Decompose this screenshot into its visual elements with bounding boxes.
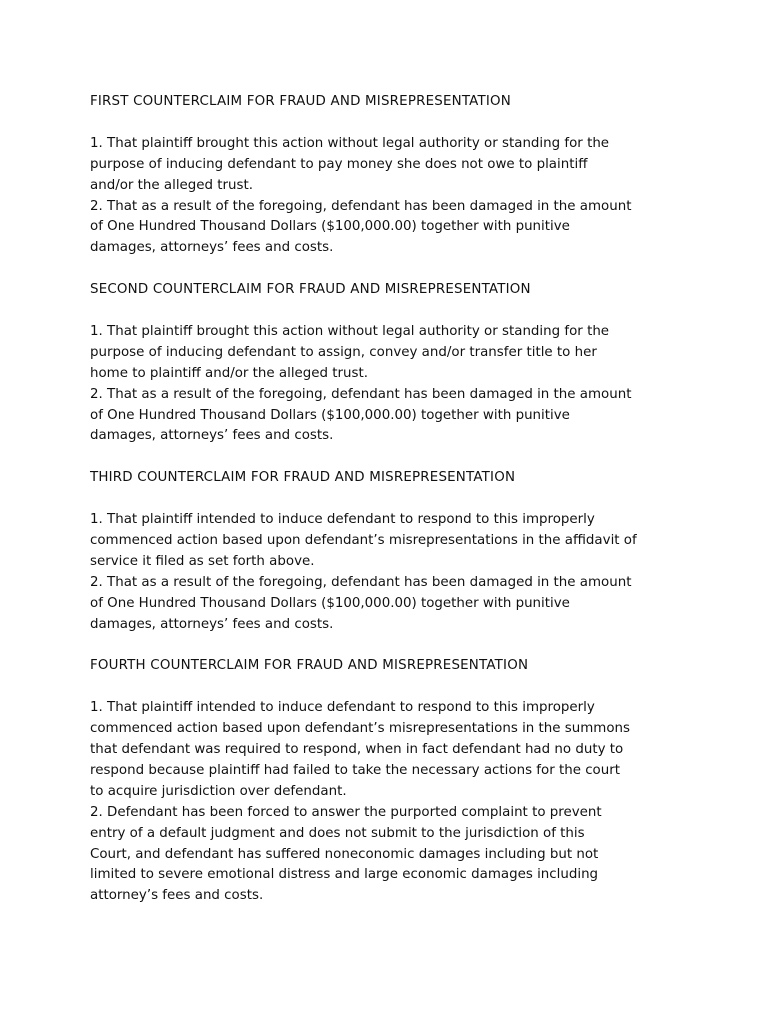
paragraph-item	[90, 322, 690, 385]
text-line: commenced action based upon defendant’s misrepresentations in the summons	[90, 721, 630, 737]
text-line: of One Hundred Thousand Dollars ($100,000.00) together with punitive	[90, 595, 570, 611]
text-line: service it filed as set forth above.	[90, 553, 315, 569]
text-line: of One Hundred Thousand Dollars ($100,000.00) together with punitive	[90, 407, 570, 423]
text-line: to acquire jurisdiction over defendant.	[90, 783, 347, 799]
text-line: commenced action based upon defendant’s misrepresentations in the affidavit of	[90, 532, 637, 548]
text-line: purpose of inducing defendant to pay money she does not owe to plaintiff	[90, 156, 588, 172]
document-body	[90, 92, 690, 928]
section-heading: THIRD COUNTERCLAIM FOR FRAUD AND MISREPRESENTATION	[90, 470, 516, 486]
paragraph-item	[90, 385, 690, 448]
text-line: 1. That plaintiff brought this action without legal authority or standing for the	[90, 135, 610, 151]
counterclaim-section-third	[90, 468, 690, 635]
text-line: damages, attorneys’ fees and costs.	[90, 428, 334, 444]
text-line: Court, and defendant has suffered noneconomic damages including but not	[90, 846, 599, 862]
text-line: home to plaintiff and/or the alleged trust.	[90, 365, 368, 381]
text-line: 1. That plaintiff brought this action without legal authority or standing for the	[90, 323, 610, 339]
text-line: 2. Defendant has been forced to answer the purported complaint to prevent	[90, 804, 602, 820]
paragraph-item	[90, 803, 690, 908]
section-heading: FIRST COUNTERCLAIM FOR FRAUD AND MISREPRESENTATION	[90, 94, 511, 109]
text-line: 1. That plaintiff intended to induce defendant to respond to this improperly	[90, 512, 595, 528]
text-line: that defendant was required to respond, when in fact defendant had no duty to	[90, 741, 624, 757]
text-line: 2. That as a result of the foregoing, defendant has been damaged in the amount	[90, 198, 632, 214]
section-heading: FOURTH COUNTERCLAIM FOR FRAUD AND MISREPRESENTATION	[90, 658, 529, 674]
section-heading: SECOND COUNTERCLAIM FOR FRAUD AND MISREPRESENTATION	[90, 282, 531, 298]
text-line: respond because plaintiff had failed to take the necessary actions for the court	[90, 762, 620, 778]
paragraph-item	[90, 573, 690, 636]
counterclaim-section-first	[90, 92, 690, 259]
text-line: 1. That plaintiff intended to induce defendant to respond to this improperly	[90, 700, 595, 716]
text-line: and/or the alleged trust.	[90, 177, 253, 193]
text-line: purpose of inducing defendant to assign, convey and/or transfer title to her	[90, 344, 597, 360]
counterclaim-section-fourth	[90, 656, 690, 907]
paragraph-item	[90, 698, 690, 803]
text-line: entry of a default judgment and does not submit to the jurisdiction of this	[90, 825, 585, 841]
text-line: of One Hundred Thousand Dollars ($100,000.00) together with punitive	[90, 219, 570, 235]
text-line: attorney’s fees and costs.	[90, 888, 264, 904]
paragraph-item	[90, 134, 690, 197]
paragraph-item	[90, 197, 690, 260]
text-line: limited to severe emotional distress and large economic damages including	[90, 867, 599, 883]
text-line: 2. That as a result of the foregoing, defendant has been damaged in the amount	[90, 574, 632, 590]
text-line: damages, attorneys’ fees and costs.	[90, 616, 334, 632]
text-line: damages, attorneys’ fees and costs.	[90, 240, 334, 256]
paragraph-item	[90, 510, 690, 573]
text-line: 2. That as a result of the foregoing, defendant has been damaged in the amount	[90, 386, 632, 402]
counterclaim-section-second	[90, 280, 690, 447]
